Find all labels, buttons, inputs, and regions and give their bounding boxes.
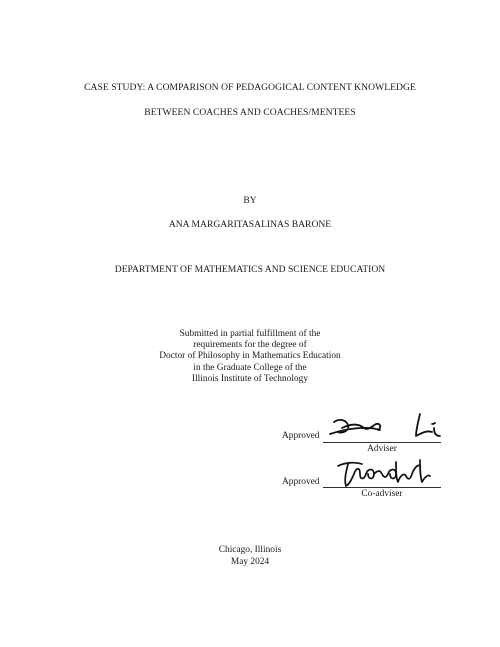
adviser-signature-line <box>323 442 441 443</box>
adviser-signature <box>328 408 446 442</box>
submission-line: Doctor of Philosophy in Mathematics Education <box>159 351 341 362</box>
department-name: DEPARTMENT OF MATHEMATICS AND SCIENCE EDUCATION <box>114 264 386 275</box>
submission-date: May 2024 <box>230 557 270 567</box>
co-adviser-label: Co-adviser <box>361 489 403 499</box>
submission-line: Illinois Institute of Technology <box>191 373 309 384</box>
submission-statement <box>0 329 500 385</box>
thesis-title-line-2: BETWEEN COACHES AND COACHES/MENTEES <box>144 107 356 118</box>
location-city: Chicago, Illinois <box>218 545 282 555</box>
by-label: BY <box>243 195 257 206</box>
approved-label: Approved <box>282 477 320 487</box>
approved-label: Approved <box>282 431 320 441</box>
submission-line: in the Graduate College of the <box>193 362 307 373</box>
adviser-label: Adviser <box>367 444 397 454</box>
submission-line: Submitted in partial fulfillment of the <box>179 329 321 339</box>
thesis-title-line-1: CASE STUDY: A COMPARISON OF PEDAGOGICAL CONTENT KNOWLEDGE <box>84 82 416 93</box>
co-adviser-signature <box>334 456 434 490</box>
author-name: ANA MARGARITASALINAS BARONE <box>168 219 332 230</box>
co-adviser-signature-line <box>323 487 441 488</box>
submission-line: requirements for the degree of <box>193 340 307 351</box>
